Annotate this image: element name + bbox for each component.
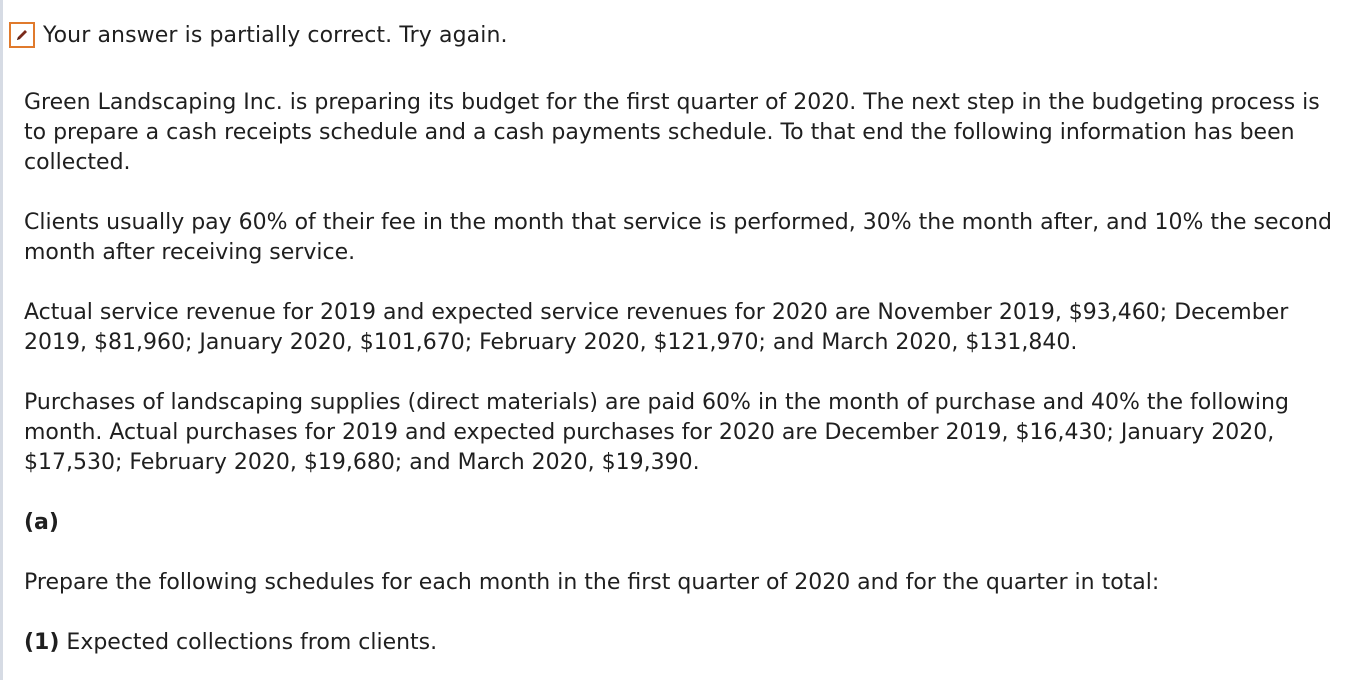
feedback-message: Your answer is partially correct. Try again. — [43, 22, 508, 48]
purchases-paragraph: Purchases of landscaping supplies (direct materials) are paid 60% in the month of purchase and 40% the following month. Actual purchases for 2019 and expected purchases for 2020 are December 2019, $16,430; January 2020, $17,530; February 2020, $19,680; and March 2020, $19,390. — [24, 390, 1289, 475]
clients-paragraph: Clients usually pay 60% of their fee in the month that service is performed, 30% the month after, and 10% the second month after receiving service. — [24, 210, 1332, 265]
sub-question-text: Expected collections from clients. — [59, 630, 438, 655]
left-border — [0, 0, 3, 680]
revenue-paragraph: Actual service revenue for 2019 and expected service revenues for 2020 are November 2019, $93,460; December 2019, $81,960; January 2020, $101,670; February 2020, $121,970; and March 2020, $131,840. — [24, 300, 1289, 355]
part-label: (a) — [24, 510, 59, 535]
sub-question-label: (1) — [24, 630, 60, 655]
part-instruction: Prepare the following schedules for each month in the first quarter of 2020 and for the quarter in total: — [24, 570, 1160, 595]
feedback-banner — [9, 18, 508, 52]
pencil-icon — [9, 22, 35, 48]
intro-paragraph: Green Landscaping Inc. is preparing its budget for the first quarter of 2020. The next step in the budgeting process is to prepare a cash receipts schedule and a cash payments schedule. To that end the following information has been collected. — [24, 90, 1320, 175]
sub-question — [24, 628, 1344, 658]
